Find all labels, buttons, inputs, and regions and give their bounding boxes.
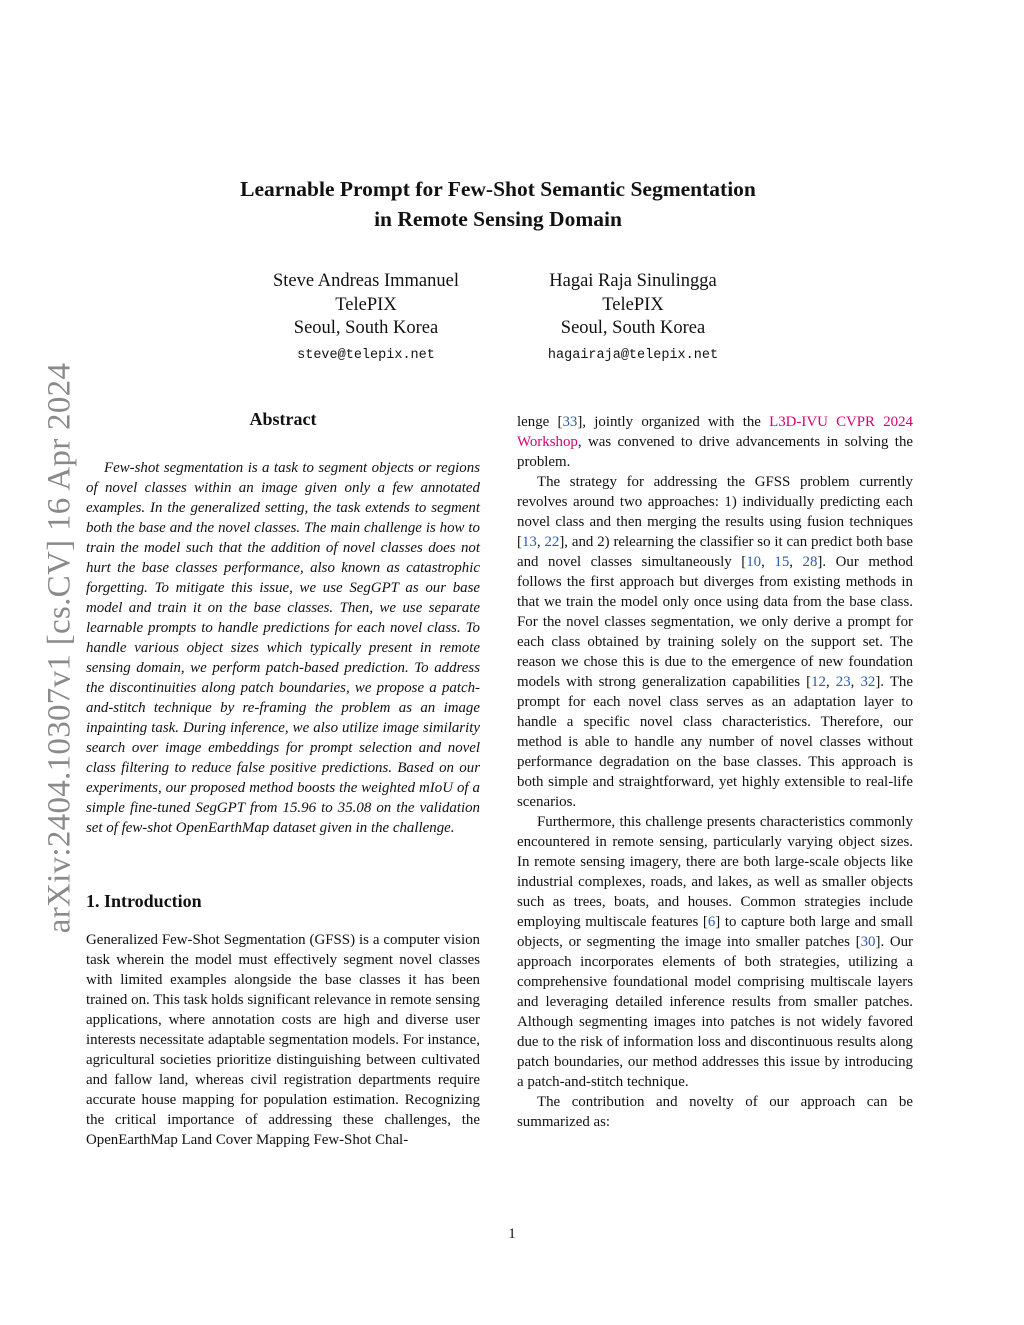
author-email[interactable]: hagairaja@telepix.net [547, 347, 719, 363]
citation-link[interactable]: 12 [811, 674, 826, 690]
author-block-1 [240, 270, 492, 367]
intro-paragraph-2: The strategy for addressing the GFSS problem currently revolves around two approaches: 1) individually predicting each novel class and then merging the results using fusion techniques [13, 22], and 2) relearning the classifier so it can predict both base and novel classes simultaneously [10, 15, 28]. Our method follows the first approach but diverges from existing methods in that we train the model only once using data from the base class. For the novel classes segmentation, we only derive a prompt for each class obtained by training solely on the support set. The reason we chose this is due to the emergence of new foundation models with strong generalization capabilities [12, 23, 32]. The prompt for each novel class serves as an adaptation layer to handle a specific novel class characteristics. Therefore, our method is able to handle any number of novel classes without performance degradation on the base classes. This approach is both simple and straightforward, yet highly extensible to real-life scenarios. [517, 474, 913, 810]
right-column [517, 412, 913, 1132]
author-affiliation: TelePIX [602, 294, 664, 315]
author-location: Seoul, South Korea [560, 318, 706, 338]
title-line-1: Learnable Prompt for Few-Shot Semantic Segmentation [240, 177, 756, 201]
citation-link[interactable]: 6 [707, 914, 716, 930]
intro-paragraph-3: Furthermore, this challenge presents characteristics commonly encountered in remote sensing, particularly varying object sizes. In remote sensing imagery, there are both large-scale objects like industrial complexes, roads, and lakes, as well as smaller objects such as trees, boats, and houses. Common strategies include employing multiscale features [6] to capture both large and small objects, or segmenting the image into smaller patches [30]. Our approach incorporates elements of both strategies, utilizing a comprehensive foundational model comprising multiscale layers and leveraging detailed inference results from smaller patches. Although segmenting images into patches is not widely favored due to the risk of information loss and discontinuous results along patch boundaries, our method addresses this issue by introducing a patch-and-stitch technique. [517, 814, 914, 1090]
abstract-heading: Abstract [249, 409, 317, 429]
citation-link[interactable]: 28 [802, 554, 818, 570]
author-location: Seoul, South Korea [293, 318, 439, 338]
citation-link[interactable]: 22 [544, 534, 560, 550]
citation-link[interactable]: 13 [521, 534, 537, 550]
paper-title [180, 174, 816, 234]
page-number: 1 [508, 1226, 516, 1242]
author-affiliation: TelePIX [335, 294, 397, 315]
author-block-2 [508, 270, 758, 367]
intro-paragraph-1: Generalized Few-Shot Segmentation (GFSS) is a computer vision task wherein the model must effectively segment novel classes with limited examples alongside the base classes it has been trained on. This task holds significant relevance in remote sensing applications, where annotation costs are high and diverse user interests necessitate adaptable segmentation models. For instance, agricultural societies prioritize distinguishing between cultivated and fallow land, whereas civil registration departments require accurate house mapping for population estimation. Recognizing the critical importance of addressing these challenges, the OpenEarthMap Land Cover Mapping Few-Shot Chal- [86, 932, 480, 1148]
arxiv-identifier: arXiv:2404.10307v1 [cs.CV] 16 Apr 2024 [41, 362, 78, 934]
abstract-text: Few-shot segmentation is a task to segment objects or regions of novel classes within an image given only a few annotated examples. In the generalized setting, the task extends to segment both the base and the novel classes. The main challenge is how to train the model such that the addition of novel classes does not hurt the base classes performance, also known as catastrophic forgetting. To mitigate this issue, we use SegGPT as our base model and train it on the base classes. Then, we use separate learnable prompts to handle predictions for each novel class. To handle various object sizes which typically present in remote sensing domain, we perform patch-based prediction. To address the discontinuities along patch boundaries, we propose a patch-and-stitch technique by re-framing the problem as an image inpainting task. During inference, we also utilize image similarity search over image embeddings for prompt selection and novel class filtering to reduce false positive predictions. Based on our experiments, our proposed method boosts the weighted mIoU of a simple fine-tuned SegGPT from 15.96 to 35.08 on the validation set of few-shot OpenEarthMap dataset given in the challenge. [86, 460, 480, 836]
introduction-heading: 1. Introduction [86, 891, 202, 911]
intro-paragraph-4: The contribution and novelty of our approach can be summarized as: [517, 1094, 913, 1130]
title-line-2: in Remote Sensing Domain [374, 207, 622, 231]
intro-paragraph-1-continued: lenge [33], jointly organized with the L3D-IVU CVPR 2024 Workshop, was convened to drive advancements in solving the problem. [517, 414, 913, 470]
author-email[interactable]: steve@telepix.net [297, 347, 435, 363]
citation-link[interactable]: 33 [562, 414, 578, 430]
citation-link[interactable]: 32 [860, 674, 876, 690]
left-column [86, 406, 480, 1150]
author-name: Steve Andreas Immanuel [273, 271, 459, 291]
citation-link[interactable]: 15 [774, 554, 790, 570]
citation-link[interactable]: 10 [746, 554, 762, 570]
author-name: Hagai Raja Sinulingga [549, 271, 717, 291]
citation-link[interactable]: 30 [860, 934, 876, 950]
citation-link[interactable]: 23 [835, 674, 851, 690]
workshop-link[interactable]: L3D-IVU CVPR 2024 Workshop [517, 414, 913, 450]
